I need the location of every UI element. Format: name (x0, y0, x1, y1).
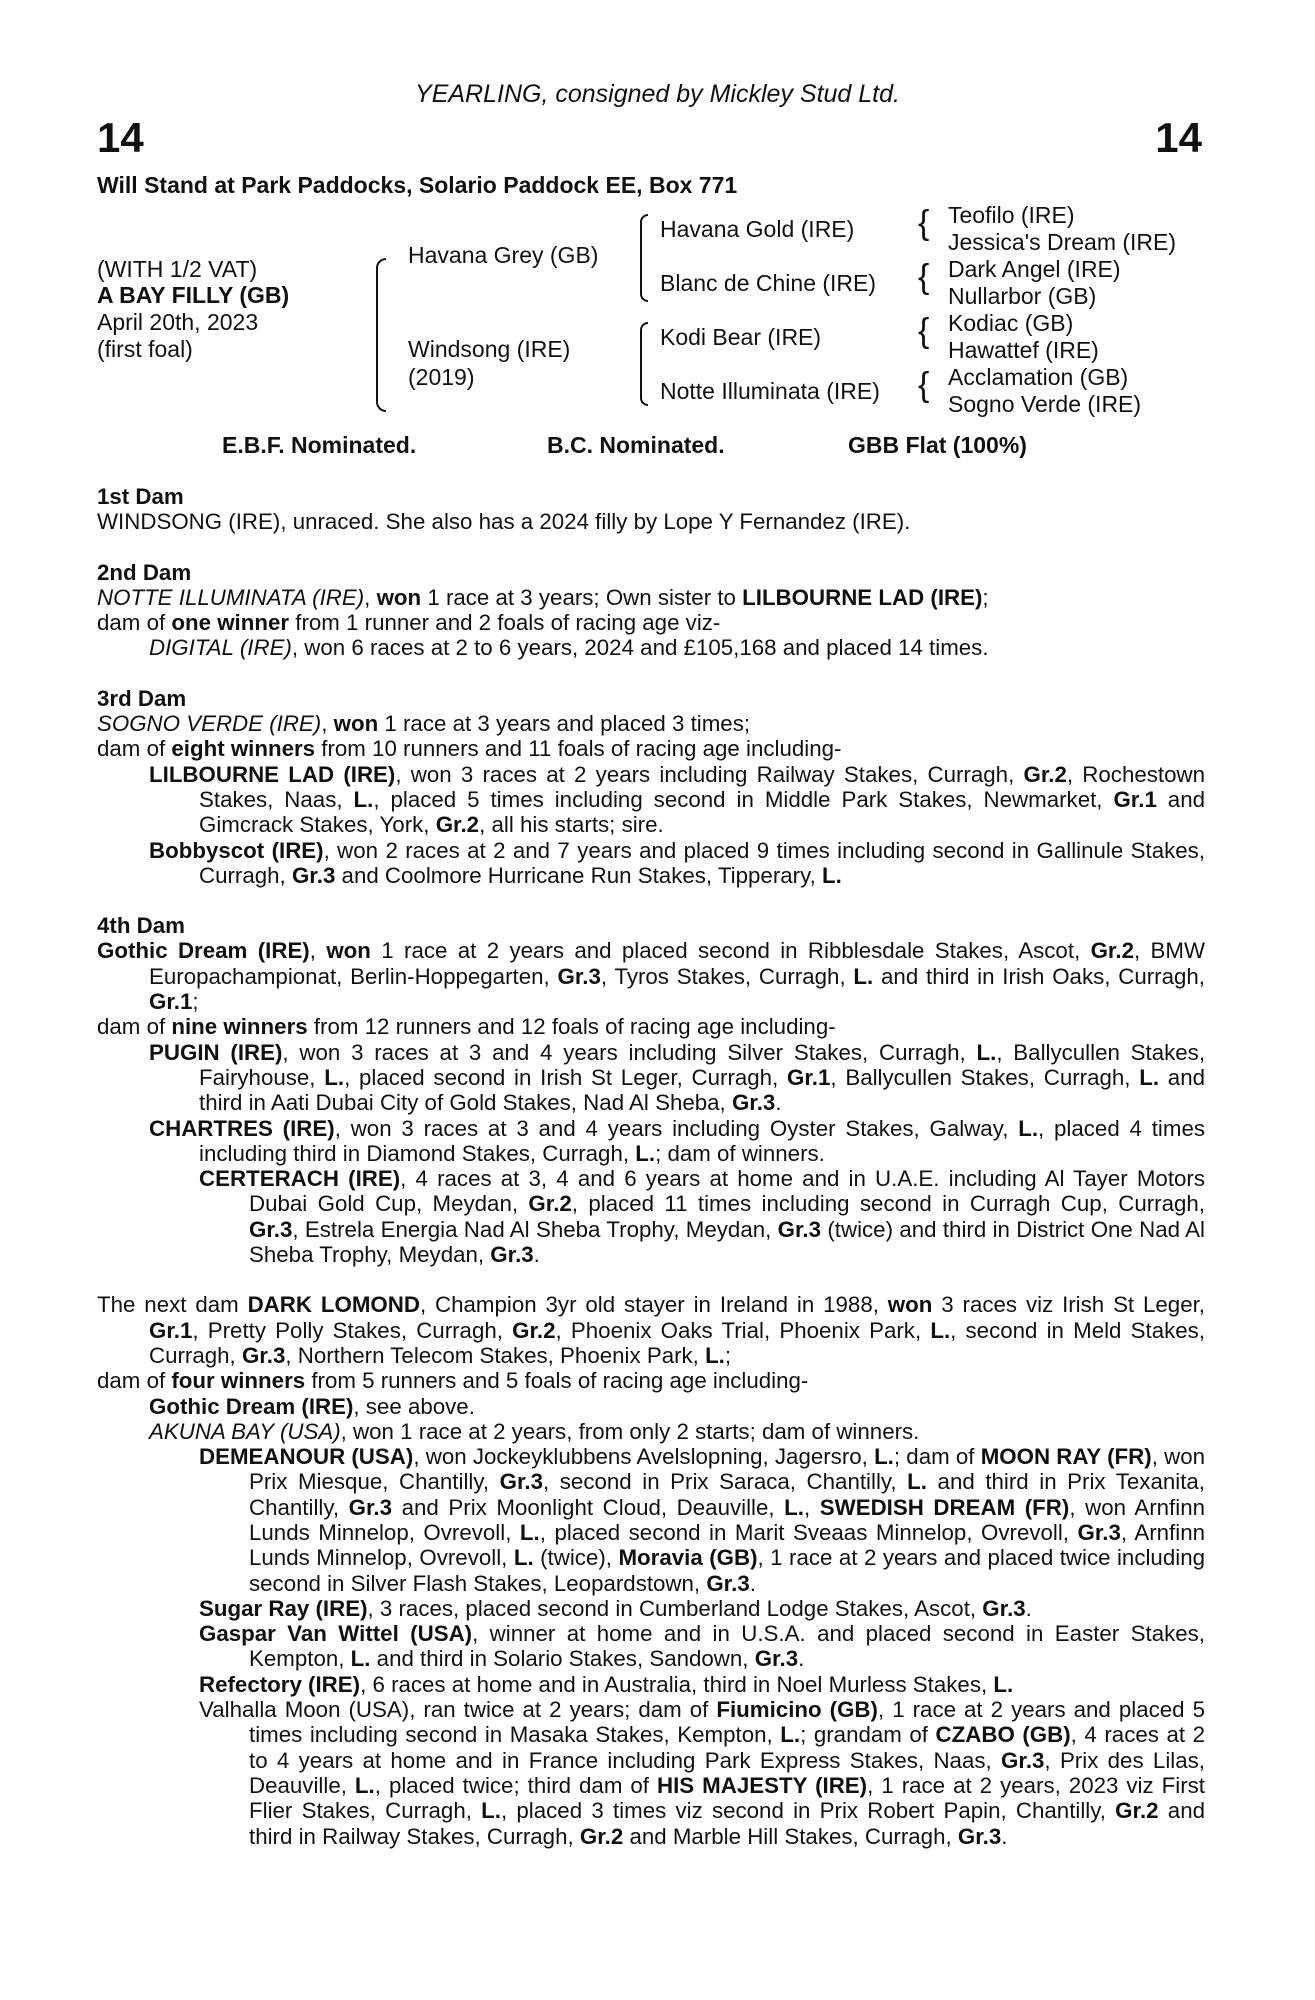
second-dam-heading: 2nd Dam (97, 559, 192, 585)
sire-dam: Blanc de Chine (IRE) (660, 270, 877, 296)
fourth-dam-line1: Gothic Dream (IRE), won 1 race at 2 years and placed second in Ribblesdale Stakes, Ascot, Gr.2, BMW Europachampionat, Berlin-Hoppegarten, Gr.3, Tyros Stakes, Curragh, L. and third in Irish Oaks, Curragh, Gr.1; (97, 938, 1206, 1015)
next-dam-refectory: Refectory (IRE), 6 races at home and in Australia, third in Noel Murless Stakes, L. (199, 1671, 1014, 1697)
lot-number-left: 14 (97, 114, 144, 161)
first-dam-heading: 1st Dam (97, 484, 184, 509)
lot-number-right: 14 (1155, 114, 1202, 161)
third-dam-heading: 3rd Dam (97, 685, 187, 711)
gen3-6: Hawattef (IRE) (948, 337, 1099, 363)
produce-record (97, 484, 1205, 1849)
third-dam-line1: SOGNO VERDE (IRE), won 1 race at 3 years and placed 3 times; (97, 711, 751, 737)
stand-location: Will Stand at Park Paddocks, Solario Paddock EE, Box 771 (97, 172, 738, 198)
next-dam-demeanour: DEMEANOUR (USA), won Jockeyklubbens Avelslopning, Jagersro, L.; dam of MOON RAY (FR), won Prix Miesque, Chantilly, Gr.3, second in Prix Saraca, Chantilly, L. and third in Prix Texanita, Chantilly, Gr.3 and Prix Moonlight Cloud, Deauville, L., SWEDISH DREAM (FR), won Arnfinn Lunds Minnelop, Ovrevoll, L., placed second in Marit Sveaas Minnelop, Ovrevoll, Gr.3, Arnfinn Lunds Minnelop, Ovrevoll, L. (twice), Moravia (GB), 1 race at 2 years and placed twice including second in Silver Flash Stakes, Leopardstown, Gr.3. (199, 1444, 1206, 1596)
pedigree-brace-g1: { (918, 204, 930, 242)
pedigree-brace-g3: { (918, 312, 930, 350)
dam: Windsong (IRE) (408, 336, 571, 362)
next-dam-line1: The next dam DARK LOMOND, Champion 3yr old stayer in Ireland in 1988, won 3 races viz Irish St Leger, Gr.1, Pretty Polly Stakes, Curragh, Gr.2, Phoenix Oaks Trial, Phoenix Park, L., second in Meld Stakes, Curragh, Gr.3, Northern Telecom Stakes, Phoenix Park, L.; (97, 1292, 1205, 1368)
first-dam-text: WINDSONG (IRE), unraced. She also has a 2024 filly by Lope Y Fernandez (IRE). (97, 509, 911, 535)
next-dam-valhalla: Valhalla Moon (USA), ran twice at 2 years; dam of Fiumicino (GB), 1 race at 2 years and placed 5 times including second in Masaka Stakes, Kempton, L.; grandam of CZABO (GB), 4 races at 2 to 4 years at home and in France including Park Express Stakes, Naas, Gr.3, Prix des Lilas, Deauville, L., placed twice; third dam of HIS MAJESTY (IRE), 1 race at 2 years, 2023 viz First Flier Stakes, Curragh, L., placed 3 times viz second in Prix Robert Papin, Chantilly, Gr.2 and third in Railway Stakes, Curragh, Gr.2 and Marble Hill Stakes, Curragh, Gr.3. (199, 1697, 1206, 1849)
consignor-subtitle: YEARLING, consigned by Mickley Stud Ltd. (415, 80, 900, 108)
fourth-dam-line2: dam of nine winners from 12 runners and 12 foals of racing age including- (97, 1014, 836, 1040)
gbb-flat: GBB Flat (100%) (848, 432, 1027, 458)
horse-name: A BAY FILLY (GB) (97, 282, 290, 308)
vat-note: (WITH 1/2 VAT) (97, 256, 258, 282)
next-dam-sugar-ray: Sugar Ray (IRE), 3 races, placed second in Cumberland Lodge Stakes, Ascot, Gr.3. (199, 1595, 1032, 1621)
third-dam-entry-lilbourne: LILBOURNE LAD (IRE), won 3 races at 2 years including Railway Stakes, Curragh, Gr.2, Rochestown Stakes, Naas, L., placed 5 times including second in Middle Park Stakes, Newmarket, Gr.1 and Gimcrack Stakes, York, Gr.2, all his starts; sire. (149, 761, 1205, 838)
next-dam-gothic: Gothic Dream (IRE), see above. (149, 1393, 475, 1419)
gen3-5: Kodiac (GB) (948, 310, 1074, 336)
gen3-3: Dark Angel (IRE) (948, 256, 1121, 282)
gen3-1: Teofilo (IRE) (948, 202, 1075, 228)
sire-sire: Havana Gold (IRE) (660, 216, 855, 242)
next-dam-akuna: AKUNA BAY (USA), won 1 race at 2 years, from only 2 starts; dam of winners. (149, 1418, 920, 1444)
next-dam-gaspar: Gaspar Van Wittel (USA), winner at home and in U.S.A. and placed second in Easter Stakes, Kempton, L. and third in Solario Stakes, Sandown, Gr.3. (199, 1621, 1205, 1672)
gen3-2: Jessica's Dream (IRE) (948, 229, 1177, 255)
third-dam-entry-bobbyscot: Bobbyscot (IRE), won 2 races at 2 and 7 years and placed 9 times including second in Gallinule Stakes, Curragh, Gr.3 and Coolmore Hurricane Run Stakes, Tipperary, L. (149, 837, 1206, 888)
pedigree-brace-g4: { (918, 366, 930, 404)
second-dam-line2: dam of one winner from 1 runner and 2 foals of racing age viz- (97, 610, 721, 636)
pedigree-brace-g2: { (918, 258, 930, 296)
fourth-dam-entry-pugin: PUGIN (IRE), won 3 races at 3 and 4 years including Silver Stakes, Curragh, L., Ballycullen Stakes, Fairyhouse, L., placed second in Irish St Leger, Curragh, Gr.1, Ballycullen Stakes, Curragh, L. and third in Aati Dubai City of Gold Stakes, Nad Al Sheba, Gr.3. (149, 1039, 1206, 1116)
fourth-dam-entry-chartres: CHARTRES (IRE), won 3 races at 3 and 4 years including Oyster Stakes, Galway, L., placed 4 times including third in Diamond Stakes, Curragh, L.; dam of winners. (149, 1115, 1206, 1166)
gen3-4: Nullarbor (GB) (948, 283, 1097, 309)
pedigree-brace-main (376, 258, 386, 412)
dam-dam: Notte Illuminata (IRE) (660, 378, 880, 404)
second-dam-produce: DIGITAL (IRE), won 6 races at 2 to 6 years, 2024 and £105,168 and placed 14 times. (149, 635, 989, 661)
sire: Havana Grey (GB) (408, 242, 599, 268)
gen3-7: Acclamation (GB) (948, 364, 1129, 390)
foal-note: (first foal) (97, 336, 193, 362)
foaling-date: April 20th, 2023 (97, 309, 259, 335)
fourth-dam-heading: 4th Dam (97, 913, 185, 939)
third-dam-line2: dam of eight winners from 10 runners and 11 foals of racing age including- (97, 736, 842, 762)
next-dam-line2: dam of four winners from 5 runners and 5 foals of racing age including- (97, 1368, 809, 1394)
dam-year: (2019) (408, 364, 475, 390)
second-dam-line1: NOTTE ILLUMINATA (IRE), won 1 race at 3 years; Own sister to LILBOURNE LAD (IRE); (97, 584, 989, 610)
pedigree-brace-sire (640, 214, 648, 302)
pedigree-brace-dam (640, 322, 648, 406)
bc-nomination: B.C. Nominated. (547, 432, 725, 458)
ebf-nomination: E.B.F. Nominated. (222, 432, 417, 458)
gen3-8: Sogno Verde (IRE) (948, 391, 1142, 417)
fourth-dam-entry-certerach: CERTERACH (IRE), 4 races at 3, 4 and 6 years at home and in U.A.E. including Al Tayer Motors Dubai Gold Cup, Meydan, Gr.2, placed 11 times including second in Curragh Cup, Curragh, Gr.3, Estrela Energia Nad Al Sheba Trophy, Meydan, Gr.3 (twice) and third in District One Nad Al Sheba Trophy, Meydan, Gr.3. (199, 1166, 1205, 1268)
dam-sire: Kodi Bear (IRE) (660, 324, 822, 350)
